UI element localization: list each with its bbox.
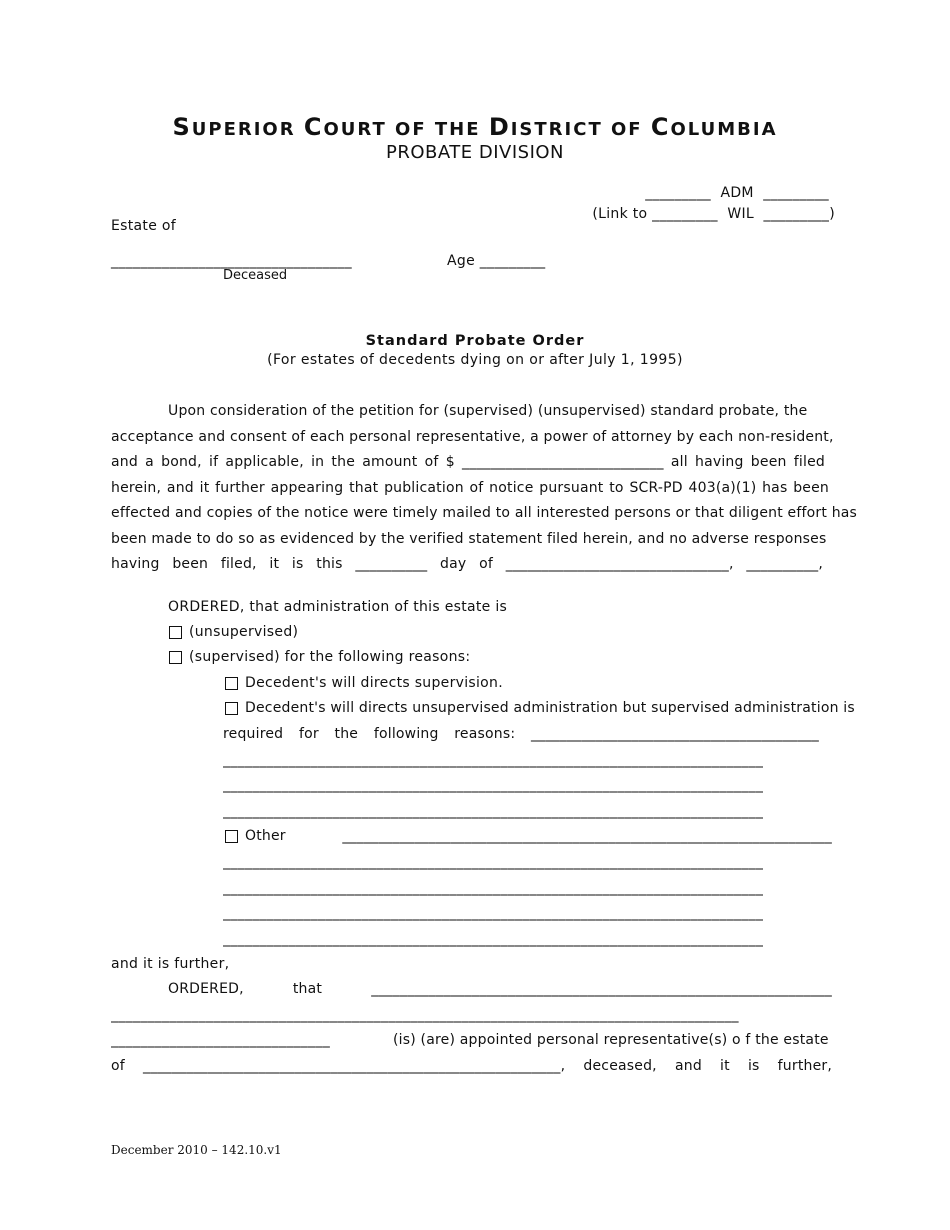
unsupervised-checkbox[interactable] (169, 626, 182, 639)
reason-blank-line[interactable]: __________________________________________________________________________ (223, 803, 764, 819)
wil-line[interactable]: (Link to _________ WIL _________) (592, 206, 835, 222)
ordered-admin-text: ORDERED, that administration of this estate is (168, 599, 508, 615)
body-line-6: been made to do so as evidenced by the verified statement filed herein, and no adverse responses (111, 531, 827, 547)
other-line[interactable]: Other ____________________________________________________________________ (245, 828, 832, 844)
other-checkbox[interactable] (225, 830, 238, 843)
reason-blank-line[interactable]: __________________________________________________________________________ (223, 752, 764, 768)
court-title-part: ISTRICT OF (510, 119, 643, 140)
age-field[interactable]: Age _________ (447, 253, 546, 269)
court-title-part: UPERIOR (191, 119, 296, 140)
body-line-7: having been filed, it is this __________ day of _______________________________, __________, (111, 556, 823, 572)
appointed-text: (is) (are) appointed personal representative(s) o f the estate (393, 1032, 829, 1048)
body-line-2: acceptance and consent of each personal representative, a power of attorney by each non-resident, (111, 429, 834, 445)
other-blank-line[interactable]: __________________________________________________________________________ (223, 880, 764, 896)
and-further-text: and it is further, (111, 956, 230, 972)
decedent-name-field[interactable]: _________________________________ (111, 253, 352, 269)
division-title: PROBATE DIVISION (385, 142, 565, 163)
will-directs-supervision-label: Decedent's will directs supervision. (245, 675, 503, 691)
court-title-part: OLUMBIA (670, 119, 778, 140)
required-reasons-line[interactable]: required for the following reasons: ________________________________________ (223, 726, 819, 742)
of-estate-line[interactable]: of __________________________________________________________, deceased, and it is further, (111, 1058, 832, 1074)
adm-line[interactable]: _________ ADM _________ (645, 185, 829, 201)
court-title-initial: D (488, 113, 511, 141)
court-title-initial: C (650, 113, 671, 141)
estate-of-label: Estate of (111, 218, 176, 234)
will-directs-unsupervised-label: Decedent's will directs unsupervised administration but supervised administration is (245, 700, 855, 716)
body-line-4: herein, and it further appearing that publication of notice pursuant to SCR-PD 403(a)(1) has been (111, 480, 829, 496)
ordered-that-line[interactable]: ORDERED, that ________________________________________________________________ (168, 981, 832, 997)
court-title-initial: S (172, 113, 192, 141)
will-directs-unsupervised-checkbox[interactable] (225, 702, 238, 715)
unsupervised-label: (unsupervised) (189, 624, 299, 640)
reason-blank-line[interactable]: __________________________________________________________________________ (223, 777, 764, 793)
appointed-name-field[interactable]: ______________________________ (111, 1032, 330, 1048)
supervised-checkbox[interactable] (169, 651, 182, 664)
other-blank-line[interactable]: __________________________________________________________________________ (223, 905, 764, 921)
will-directs-supervision-checkbox[interactable] (225, 677, 238, 690)
deceased-label: Deceased (223, 268, 288, 283)
court-title-part: OURT OF THE (323, 119, 481, 140)
order-title: Standard Probate Order (365, 333, 585, 349)
body-line-5: effected and copies of the notice were timely mailed to all interested persons or that diligent effort has (111, 505, 858, 521)
body-line-1: Upon consideration of the petition for (supervised) (unsupervised) standard probate, the (168, 403, 808, 419)
form-code: December 2010 – 142.10.v1 (111, 1143, 282, 1157)
other-blank-line[interactable]: __________________________________________________________________________ (223, 854, 764, 870)
body-line-3: and a bond, if applicable, in the amount of $ ____________________________ all having been filed (111, 454, 825, 470)
order-subtitle: (For estates of decedents dying on or after July 1, 1995) (267, 352, 683, 368)
other-blank-line[interactable]: __________________________________________________________________________ (223, 931, 764, 947)
supervised-label: (supervised) for the following reasons: (189, 649, 471, 665)
court-title-initial: C (303, 113, 324, 141)
court-title (0, 113, 950, 141)
full-blank-line[interactable]: ______________________________________________________________________________________ (111, 1007, 739, 1023)
